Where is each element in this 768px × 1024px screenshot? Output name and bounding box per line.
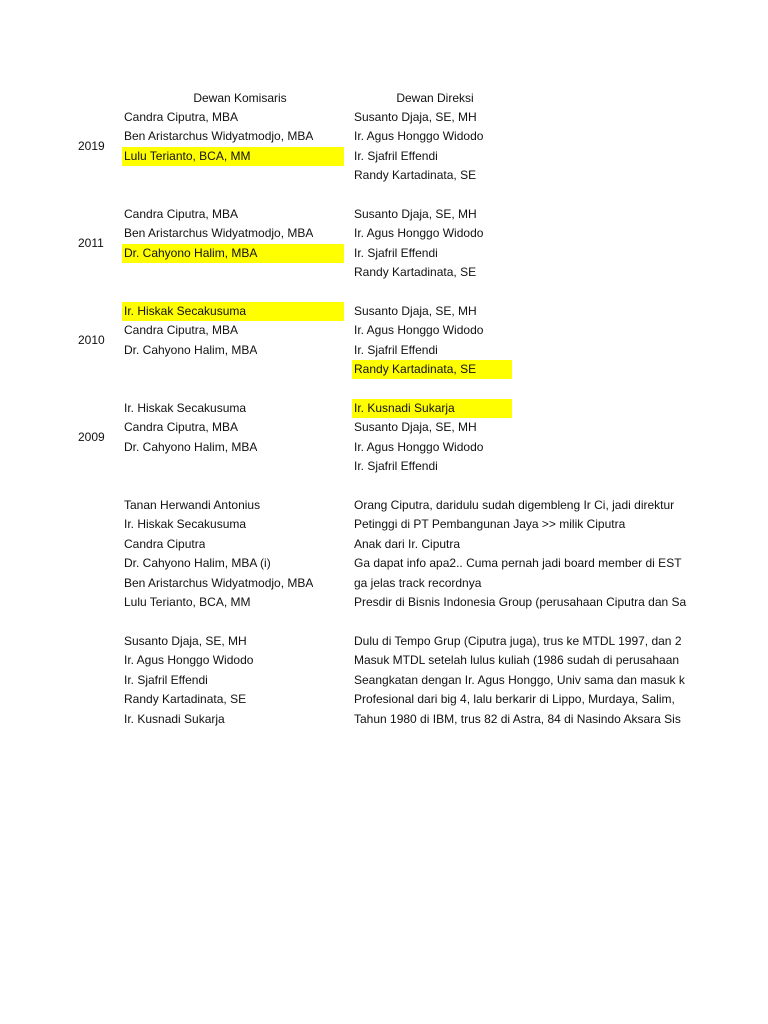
- year-label-2009: 2009: [78, 430, 105, 444]
- header-dewan-komisaris: Dewan Komisaris: [193, 91, 287, 105]
- note-text-cell: Dulu di Tempo Grup (Ciputra juga), trus ke MTDL 1997, dan 2: [354, 634, 682, 648]
- komisaris-cell-highlighted: Dr. Cahyono Halim, MBA: [122, 244, 344, 263]
- note-name-cell: Randy Kartadinata, SE: [124, 692, 247, 706]
- komisaris-cell: Ben Aristarchus Widyatmodjo, MBA: [124, 226, 314, 240]
- note-name-cell: Ir. Sjafril Effendi: [124, 673, 208, 687]
- direksi-cell: Ir. Sjafril Effendi: [354, 246, 438, 260]
- komisaris-cell-highlighted: Ir. Hiskak Secakusuma: [122, 302, 344, 321]
- direksi-cell: Ir. Agus Honggo Widodo: [354, 129, 484, 143]
- note-text-cell: Ga dapat info apa2.. Cuma pernah jadi board member di EST: [354, 556, 682, 570]
- direksi-cell: Ir. Agus Honggo Widodo: [354, 226, 484, 240]
- komisaris-cell: Ir. Hiskak Secakusuma: [124, 401, 247, 415]
- komisaris-cell: Candra Ciputra, MBA: [124, 110, 239, 124]
- komisaris-cell: Candra Ciputra, MBA: [124, 323, 239, 337]
- note-text-cell: ga jelas track recordnya: [354, 576, 482, 590]
- direksi-cell: Ir. Agus Honggo Widodo: [354, 440, 484, 454]
- direksi-cell: Susanto Djaja, SE, MH: [354, 207, 477, 221]
- note-name-cell: Susanto Djaja, SE, MH: [124, 634, 247, 648]
- direksi-cell: Ir. Sjafril Effendi: [354, 459, 438, 473]
- note-name-cell: Tanan Herwandi Antonius: [124, 498, 261, 512]
- direksi-cell: Susanto Djaja, SE, MH: [354, 110, 477, 124]
- komisaris-cell: Candra Ciputra, MBA: [124, 207, 239, 221]
- note-text-cell: Orang Ciputra, daridulu sudah digembleng Ir Ci, jadi direktur: [354, 498, 675, 512]
- komisaris-cell: Ben Aristarchus Widyatmodjo, MBA: [124, 129, 314, 143]
- year-label-2011: 2011: [78, 236, 104, 250]
- year-label-2010: 2010: [78, 333, 105, 347]
- note-text-cell: Profesional dari big 4, lalu berkarir di Lippo, Murdaya, Salim,: [354, 692, 675, 706]
- note-text-cell: Presdir di Bisnis Indonesia Group (perusahaan Ciputra dan Sa: [354, 595, 687, 609]
- note-name-cell: Ir. Kusnadi Sukarja: [124, 712, 225, 726]
- note-name-cell: Ir. Hiskak Secakusuma: [124, 517, 247, 531]
- direksi-cell: Susanto Djaja, SE, MH: [354, 420, 477, 434]
- note-text-cell: Masuk MTDL setelah lulus kuliah (1986 sudah di perusahaan: [354, 653, 680, 667]
- year-label-2019: 2019: [78, 139, 105, 153]
- direksi-cell: Randy Kartadinata, SE: [354, 168, 477, 182]
- note-name-cell: Candra Ciputra: [124, 537, 206, 551]
- note-text-cell: Anak dari Ir. Ciputra: [354, 537, 461, 551]
- komisaris-cell: Dr. Cahyono Halim, MBA: [124, 343, 258, 357]
- note-name-cell: Lulu Terianto, BCA, MM: [124, 595, 251, 609]
- note-name-cell: Dr. Cahyono Halim, MBA (i): [124, 556, 271, 570]
- note-text-cell: Seangkatan dengan Ir. Agus Honggo, Univ sama dan masuk k: [354, 673, 685, 687]
- note-text-cell: Petinggi di PT Pembangunan Jaya >> milik Ciputra: [354, 517, 626, 531]
- direksi-cell: Ir. Sjafril Effendi: [354, 149, 438, 163]
- direksi-cell: Susanto Djaja, SE, MH: [354, 304, 477, 318]
- komisaris-cell: Dr. Cahyono Halim, MBA: [124, 440, 258, 454]
- note-name-cell: Ben Aristarchus Widyatmodjo, MBA: [124, 576, 314, 590]
- direksi-cell: Ir. Agus Honggo Widodo: [354, 323, 484, 337]
- komisaris-cell: Candra Ciputra, MBA: [124, 420, 239, 434]
- note-text-cell: Tahun 1980 di IBM, trus 82 di Astra, 84 di Nasindo Aksara Sis: [354, 712, 681, 726]
- direksi-cell-highlighted: Ir. Kusnadi Sukarja: [352, 399, 512, 418]
- direksi-cell-highlighted: Randy Kartadinata, SE: [352, 360, 512, 379]
- direksi-cell: Randy Kartadinata, SE: [354, 265, 477, 279]
- komisaris-cell-highlighted: Lulu Terianto, BCA, MM: [122, 147, 344, 166]
- header-dewan-direksi: Dewan Direksi: [396, 91, 474, 105]
- direksi-cell: Ir. Sjafril Effendi: [354, 343, 438, 357]
- note-name-cell: Ir. Agus Honggo Widodo: [124, 653, 254, 667]
